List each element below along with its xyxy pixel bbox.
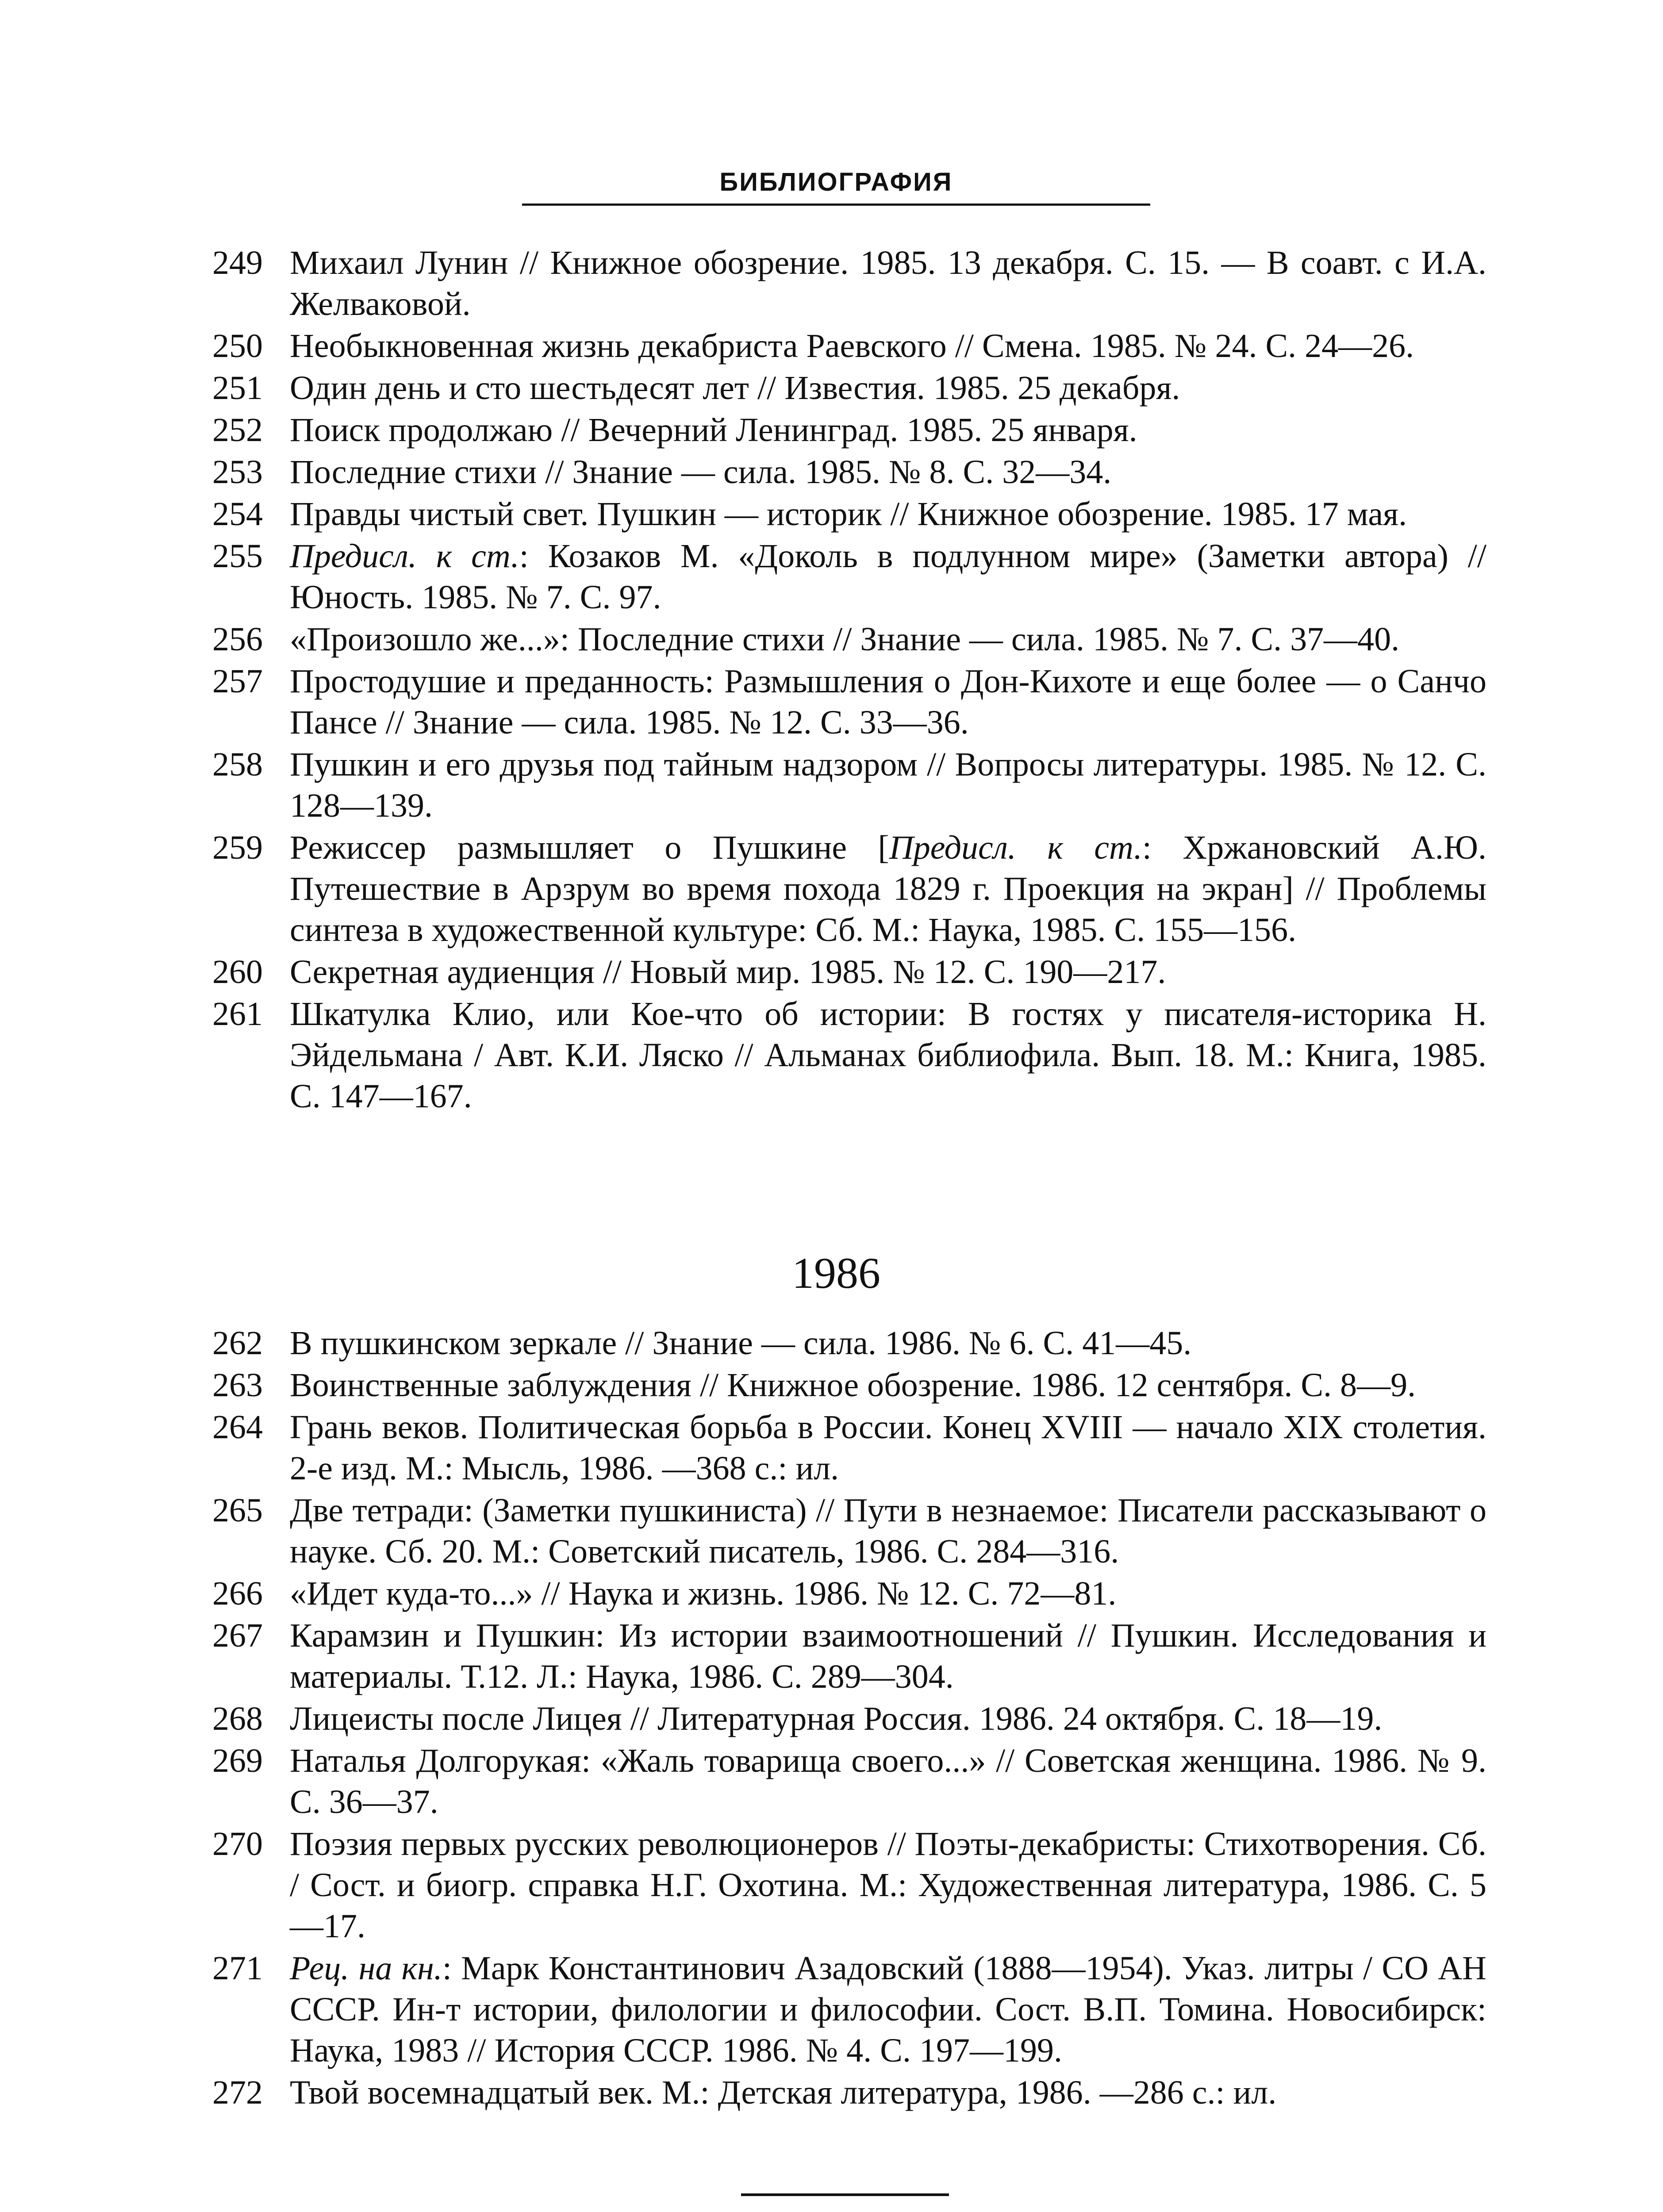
entry-italic-text: Предисл. к ст. (889, 829, 1142, 866)
entry-text-segment: Наталья Долгорукая: «Жаль товарища своего...» // Советская женщина. 1986. № 9. С. 36—37. (290, 1742, 1486, 1820)
bibliography-entry (212, 1323, 1486, 1364)
entry-text-segment: В пушкинском зеркале // Знание — сила. 1986. № 6. С. 41—45. (290, 1325, 1192, 1362)
entry-number: 256 (212, 621, 263, 658)
entry-text (290, 1825, 1486, 1945)
entry-text-segment: Правды чистый свет. Пушкин — историк // Книжное обозрение. 1985. 17 мая. (290, 495, 1407, 533)
bibliography-entry (212, 326, 1486, 367)
entry-text-segment: Режиссер размышляет о Пушкине [ (290, 829, 889, 866)
bibliography-entry (212, 744, 1486, 826)
entry-number: 269 (212, 1742, 263, 1779)
running-header: БИБЛИОГРАФИЯ (719, 168, 953, 196)
entry-number: 259 (212, 829, 263, 866)
bibliography-entry (212, 619, 1486, 660)
entry-text (290, 1409, 1486, 1487)
entry-text (290, 621, 1399, 658)
entry-text (290, 829, 1486, 949)
entry-number: 249 (212, 244, 263, 281)
entry-text (290, 538, 1486, 616)
entry-number: 265 (212, 1492, 263, 1529)
entry-number: 272 (212, 2074, 263, 2111)
entry-text-segment: Лицеисты после Лицея // Литературная Россия. 1986. 24 октября. С. 18—19. (290, 1700, 1383, 1737)
entry-text-segment: Карамзин и Пушкин: Из истории взаимоотношений // Пушкин. Исследования и материалы. Т.12. Л.: Наука, 1986. С. 289—304. (290, 1617, 1486, 1695)
entry-text-segment: Шкатулка Клио, или Кое-что об истории: В гостях у писателя-историка Н. Эйдельмана / Авт. К.И. Ляско // Альманах библиофила. Вып. 18. М.: Книга, 1985. С. 147—167. (290, 995, 1486, 1115)
entry-text-segment: Воинственные заблуждения // Книжное обозрение. 1986. 12 сентября. С. 8—9. (290, 1367, 1416, 1404)
entry-number: 268 (212, 1700, 263, 1737)
bibliography-entry (212, 452, 1486, 493)
entry-italic-text: Рец. на кн. (290, 1950, 442, 1987)
entry-text (290, 1950, 1486, 2069)
bibliography-entry (212, 994, 1486, 1117)
bibliography-1985 (212, 242, 1486, 1118)
entry-text (290, 1575, 1116, 1612)
entry-text (290, 995, 1486, 1115)
entry-number: 257 (212, 663, 263, 700)
entry-number: 267 (212, 1617, 263, 1654)
entry-text (290, 1492, 1486, 1570)
bibliography-entry (212, 2072, 1486, 2113)
entry-number: 252 (212, 411, 263, 449)
entry-text-segment: Один день и сто шестьдесят лет // Известия. 1985. 25 декабря. (290, 369, 1180, 407)
bibliography-entry (212, 661, 1486, 743)
entry-text (290, 1617, 1486, 1695)
bibliography-entry (212, 242, 1486, 325)
entry-text-segment: Поиск продолжаю // Вечерний Ленинград. 1985. 25 января. (290, 411, 1137, 449)
entry-number: 263 (212, 1367, 263, 1404)
entry-text (290, 2074, 1276, 2111)
entry-text-segment: Михаил Лунин // Книжное обозрение. 1985. 13 декабря. С. 15. — В соавт. с И.А. Желваковой. (290, 244, 1486, 323)
bibliography-entry (212, 952, 1486, 993)
bibliography-entry (212, 1698, 1486, 1740)
entry-number: 261 (212, 995, 263, 1033)
entry-text-segment: «Произошло же...»: Последние стихи // Знание — сила. 1985. № 7. С. 37—40. (290, 621, 1400, 658)
bibliography-entry (212, 410, 1486, 451)
entry-text-segment: Пушкин и его друзья под тайным надзором // Вопросы литературы. 1985. № 12. С. 128—139. (290, 746, 1486, 824)
entry-text (290, 1325, 1191, 1362)
entry-number: 258 (212, 746, 263, 783)
entry-number: 262 (212, 1325, 263, 1362)
entry-text-segment: Последние стихи // Знание — сила. 1985. № 8. С. 32—34. (290, 453, 1112, 491)
year-heading: 1986 (792, 1248, 880, 1298)
entry-text (290, 663, 1486, 741)
entry-text (290, 1742, 1486, 1820)
bibliography-entry (212, 1948, 1486, 2071)
entry-text-segment: Необыкновенная жизнь декабриста Раевского // Смена. 1985. № 24. С. 24—26. (290, 327, 1414, 365)
footer-rule (741, 2193, 949, 2196)
entry-text (290, 411, 1137, 449)
entry-text-segment: Поэзия первых русских революционеров // Поэты-декабристы: Стихотворения. Сб. / Сост. и биогр. справка Н.Г. Охотина. М.: Художественная литература, 1986. С. 5—17. (290, 1825, 1486, 1945)
bibliography-entry (212, 1740, 1486, 1823)
entry-number: 255 (212, 538, 263, 575)
entry-text-segment: Простодушие и преданность: Размышления о Дон-Кихоте и еще более — о Санчо Пансе // Знание — сила. 1985. № 12. С. 33—36. (290, 663, 1486, 741)
bibliography-entry (212, 827, 1486, 951)
entry-number: 251 (212, 369, 263, 407)
entry-text-segment: «Идет куда-то...» // Наука и жизнь. 1986. № 12. С. 72—81. (290, 1575, 1117, 1612)
entry-number: 254 (212, 495, 263, 533)
entry-text (290, 453, 1111, 491)
bibliography-entry (212, 494, 1486, 535)
entry-text (290, 953, 1166, 991)
entry-number: 271 (212, 1950, 263, 1987)
entry-text (290, 369, 1180, 407)
entry-number: 260 (212, 953, 263, 991)
bibliography-entry (212, 536, 1486, 618)
entry-text-segment: : Марк Константинович Азадовский (1888—1954). Указ. литры / СО АН СССР. Ин-т истории, филологии и философии. Сост. В.П. Томина. Новосибирск: Наука, 1983 // История СССР. 1986. № 4. С. 197—199. (290, 1950, 1486, 2069)
entry-text (290, 495, 1407, 533)
entry-text-segment: Секретная аудиенция // Новый мир. 1985. № 12. С. 190—217. (290, 953, 1166, 991)
entry-number: 270 (212, 1825, 263, 1863)
entry-text-segment: Твой восемнадцатый век. М.: Детская литература, 1986. —286 с.: ил. (290, 2074, 1277, 2111)
bibliography-1986 (212, 1323, 1486, 2114)
entry-text (290, 327, 1414, 365)
entry-number: 266 (212, 1575, 263, 1612)
entry-text-segment: Грань веков. Политическая борьба в России. Конец XVIII — начало XIX столетия. 2-е изд. М.: Мысль, 1986. —368 с.: ил. (290, 1409, 1486, 1487)
entry-text (290, 1367, 1416, 1404)
entry-text (290, 1700, 1382, 1737)
bibliography-entry (212, 1615, 1486, 1697)
entry-text-segment: Две тетради: (Заметки пушкиниста) // Пути в незнаемое: Писатели рассказывают о науке. Сб. 20. М.: Советский писатель, 1986. С. 284—316. (290, 1492, 1486, 1570)
entry-number: 253 (212, 453, 263, 491)
bibliography-entry (212, 1573, 1486, 1614)
entry-text (290, 746, 1486, 824)
bibliography-entry (212, 1365, 1486, 1406)
entry-number: 264 (212, 1409, 263, 1446)
bibliography-entry (212, 1490, 1486, 1572)
entry-italic-text: Предисл. к ст. (290, 538, 519, 575)
entry-text-segment: : Козаков М. «Доколь в подлунном мире» (Заметки автора) // Юность. 1985. № 7. С. 97. (290, 538, 1486, 616)
bibliography-entry (212, 368, 1486, 409)
entry-number: 250 (212, 327, 263, 365)
entry-text (290, 244, 1486, 323)
bibliography-entry (212, 1824, 1486, 1947)
header-rule (522, 204, 1150, 206)
entry-text-segment: : Хржановский А.Ю. Путешествие в Арзрум во время похода 1829 г. Проекция на экран] // Проблемы синтеза в художественной культуре: Сб. М.: Наука, 1985. С. 155—156. (290, 829, 1487, 949)
bibliography-entry (212, 1407, 1486, 1489)
